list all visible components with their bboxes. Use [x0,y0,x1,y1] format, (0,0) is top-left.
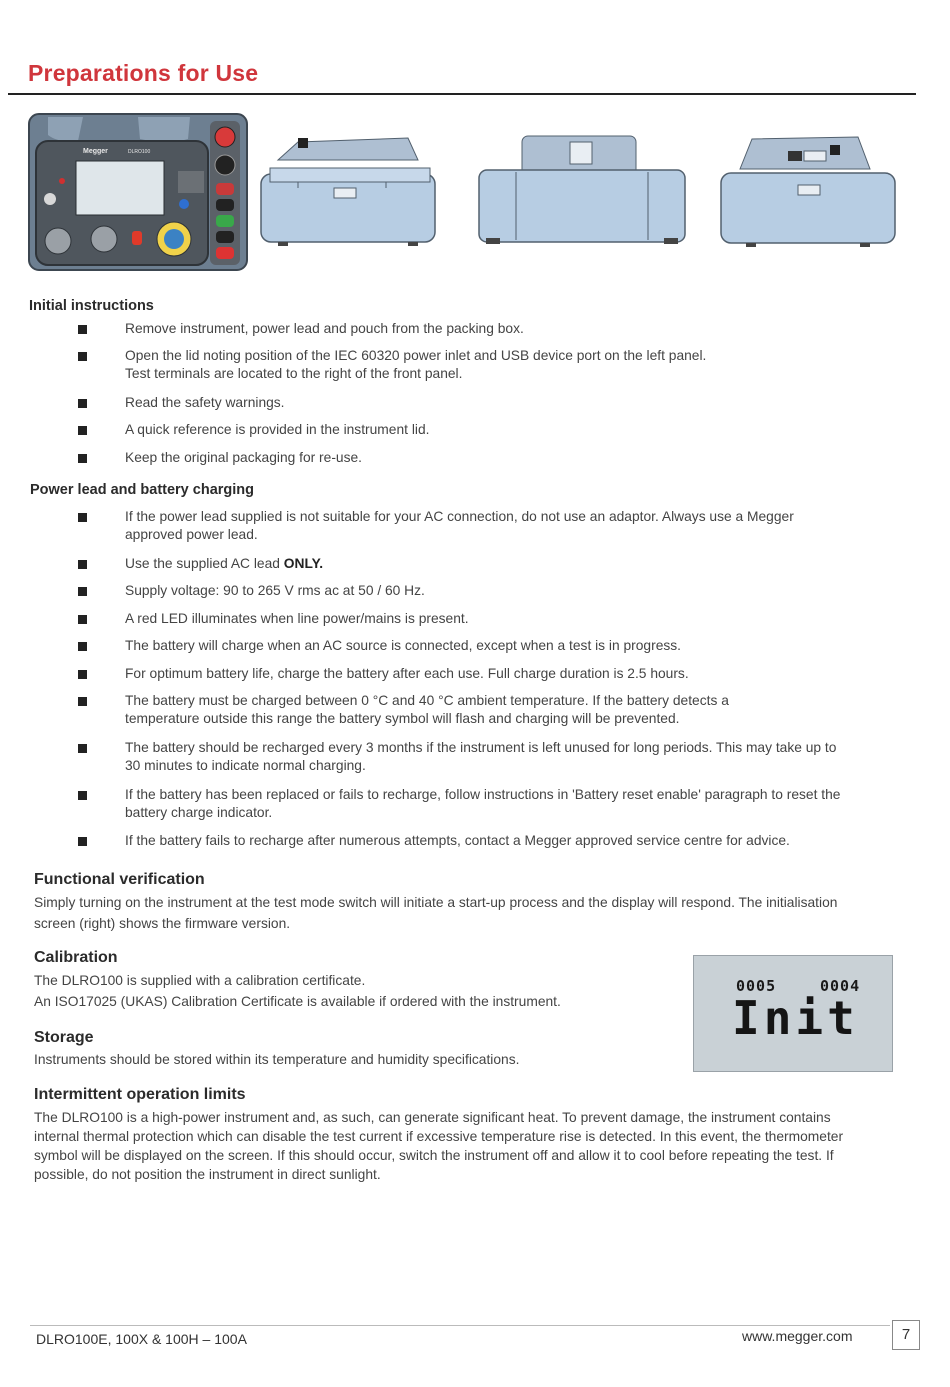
initial-instructions-heading: Initial instructions [29,298,154,314]
page-title: Preparations for Use [28,60,259,86]
bullet-icon [78,399,87,408]
bullet-icon [78,744,87,753]
bullet-icon [78,454,87,463]
bullet-icon [78,426,87,435]
bullet-icon [78,615,87,624]
lcd-left-number: 0005 [736,977,777,995]
instrument-left-side-photo [258,130,438,248]
instrument-right-side-photo [718,133,898,248]
intermittent-heading: Intermittent operation limits [34,1086,246,1103]
footer-divider [30,1325,890,1326]
bullet-icon [78,325,87,334]
power-lead-heading: Power lead and battery charging [30,482,254,498]
bullet-icon [78,697,87,706]
bullet-icon [78,837,87,846]
functional-verification-heading: Functional verification [34,871,205,888]
calibration-text: The DLRO100 is supplied with a calibration certificate. An ISO17025 (UKAS) Calibration Certificate is available if ordered with the instrument. [34,973,561,1009]
footer-model: DLRO100E, 100X & 100H – 100A [36,1331,247,1347]
bullet-icon [78,560,87,569]
storage-text: Instruments should be stored within its temperature and humidity specifications. [34,1052,520,1067]
intermittent-text: The DLRO100 is a high-power instrument and, as such, can generate significant heat. To prevent damage, the instrument contains internal thermal protection which can disable the test current if excessive temperature rise is detected. In this event, the thermometer symbol will be displayed on the screen. If this should occur, switch the instrument off and allow it to cool before repeating the test. If possible, do not position the instrument in direct sunlight. [34,1110,844,1182]
lcd-right-number: 0004 [820,977,861,995]
lcd-init-screen [693,955,893,1072]
bullet-icon [78,670,87,679]
calibration-heading: Calibration [34,949,118,966]
model-label: DLRO100 [128,149,151,155]
bullet-icon [78,513,87,522]
brand-label: Megger [83,148,108,155]
bullet-icon [78,791,87,800]
bullet-icon [78,642,87,651]
title-divider [8,93,916,95]
bullet-icon [78,352,87,361]
instrument-front-photo [28,113,248,271]
functional-verification-text: Simply turning on the instrument at the test mode switch will initiate a start-up process and the display will respond. The initialisation screen (right) shows the firmware version. [34,895,838,931]
bullet-icon [78,587,87,596]
page-number: 7 [892,1320,920,1350]
instrument-back-photo [476,132,688,246]
storage-heading: Storage [34,1029,94,1046]
lcd-main-text: Init [732,991,859,1045]
footer-website-link[interactable]: www.megger.com [742,1328,853,1344]
